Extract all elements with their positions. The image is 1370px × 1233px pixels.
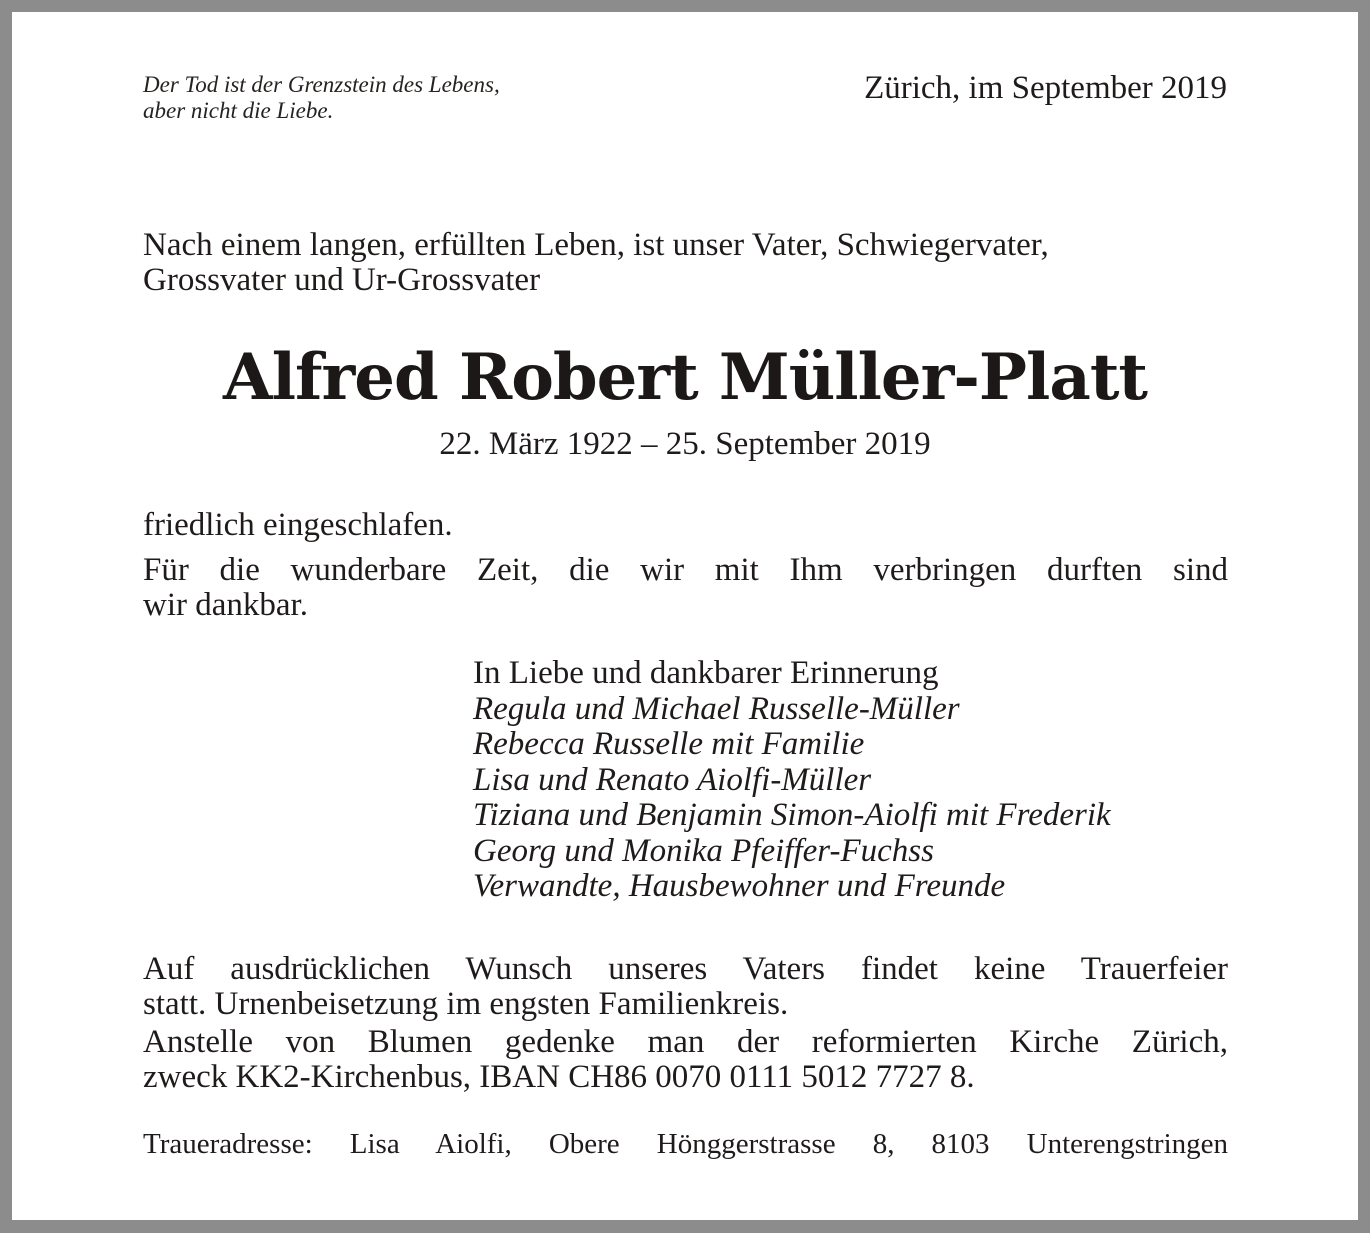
donation-notice — [143, 1025, 1228, 1095]
signature-name: Georg und Monika Pfeiffer-Fuchss — [473, 832, 934, 869]
thanks-line-2: wir dankbar. — [143, 587, 308, 623]
donation-line-1: Anstelle von Blumen gedenke man der reformierten Kirche Zürich, — [143, 1024, 1228, 1060]
lifespan-dates: 22. März 1922 – 25. September 2019 — [439, 426, 931, 462]
motto-line-2: aber nicht die Liebe. — [143, 98, 334, 123]
intro-line-2: Grossvater und Ur-Grossvater — [143, 262, 541, 298]
thanks-paragraph — [143, 553, 1228, 623]
funeral-line-2: statt. Urnenbeisetzung im engsten Familienkreis. — [143, 986, 789, 1022]
motto-quote — [143, 72, 663, 124]
signature-heading: In Liebe und dankbarer Erinnerung — [473, 655, 939, 691]
signature-name: Tiziana und Benjamin Simon-Aiolfi mit Frederik — [473, 797, 1111, 833]
place-date: Zürich, im September 2019 — [864, 70, 1227, 106]
signature-name: Regula und Michael Russelle-Müller — [473, 690, 960, 727]
mourning-address: Traueradresse: Lisa Aiolfi, Obere Hönggerstrasse 8, 8103 Unterengstringen — [143, 1128, 1228, 1160]
peace-text: friedlich eingeschlafen. — [143, 507, 453, 543]
deceased-name: Alfred Robert Müller-Platt — [223, 340, 1147, 415]
funeral-notice — [143, 952, 1228, 1022]
obituary-notice — [12, 12, 1358, 1220]
motto-line-1: Der Tod ist der Grenzstein des Lebens, — [143, 72, 500, 97]
funeral-line-1: Auf ausdrücklichen Wunsch unseres Vaters findet keine Trauerfeier — [143, 951, 1228, 987]
signature-name: Verwandte, Hausbewohner und Freunde — [473, 868, 1006, 904]
signature-name: Rebecca Russelle mit Familie — [473, 726, 865, 762]
signature-name: Lisa und Renato Aiolfi-Müller — [473, 761, 872, 798]
intro-line-1: Nach einem langen, erfüllten Leben, ist unser Vater, Schwiegervater, — [143, 227, 1049, 263]
thanks-line-1: Für die wunderbare Zeit, die wir mit Ihm verbringen durften sind — [143, 552, 1228, 588]
signature-block — [473, 656, 1111, 905]
intro-paragraph — [143, 228, 1228, 298]
peace-line — [143, 508, 1228, 543]
donation-line-2: zweck KK2-Kirchenbus, IBAN CH86 0070 0111 5012 7727 8. — [143, 1059, 975, 1095]
